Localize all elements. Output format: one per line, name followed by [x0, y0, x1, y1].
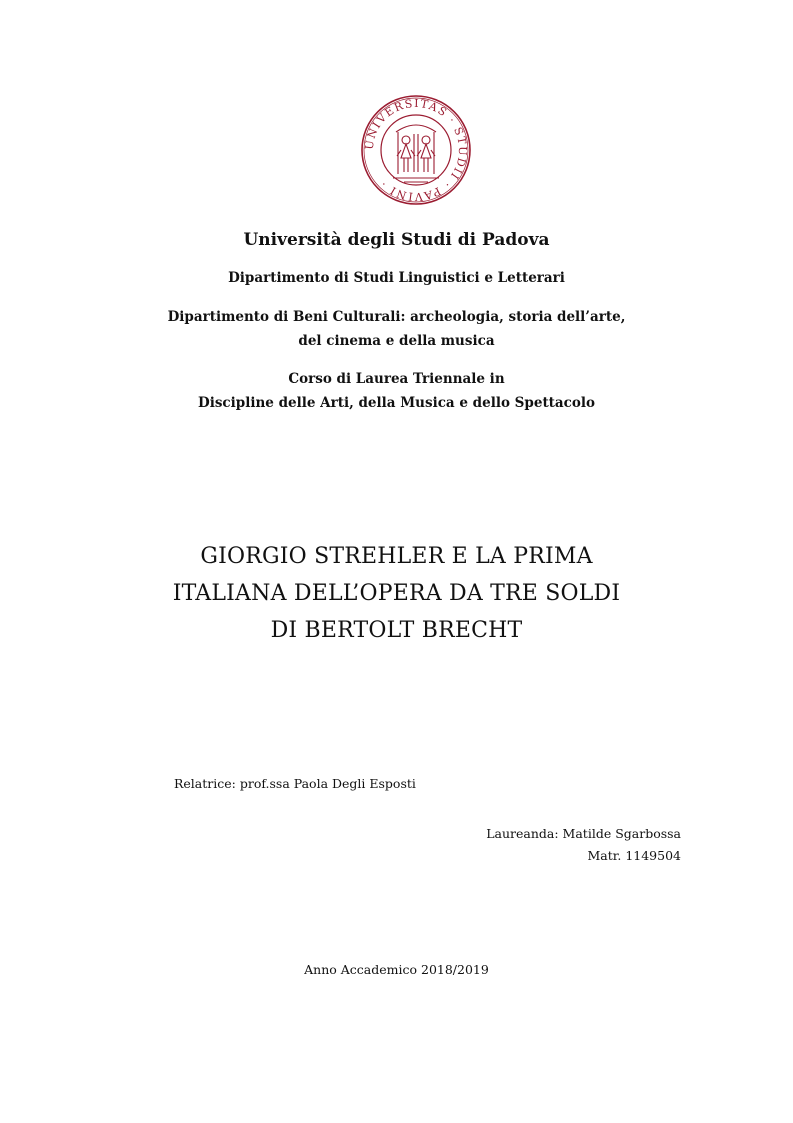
thesis-title-line-2: ITALIANA DELL’OPERA DA TRE SOLDI	[172, 581, 621, 606]
thesis-title	[0, 538, 793, 649]
academic-year: Anno Accademico 2018/2019	[304, 962, 489, 977]
department-2-line-1: Dipartimento di Beni Culturali: archeologia, storia dell’arte,	[167, 309, 626, 325]
university-name: Università degli Studi di Padova	[243, 230, 550, 250]
department-2	[0, 305, 793, 353]
candidate-name: Laureanda: Matilde Sgarbossa	[486, 826, 681, 841]
svg-text:UNIVERSITAS · STUDII · PAVINI: UNIVERSITAS · STUDII · PAVINI ·	[362, 96, 470, 204]
thesis-title-line-1: GIORGIO STREHLER E LA PRIMA	[200, 544, 593, 569]
degree-course-line-2: Discipline delle Arti, della Musica e dello Spettacolo	[197, 395, 596, 411]
university-seal-icon	[360, 94, 472, 206]
candidate-id: Matr. 1149504	[587, 848, 681, 863]
department-2-line-2: del cinema e della musica	[298, 333, 495, 349]
department-1: Dipartimento di Studi Linguistici e Letterari	[228, 270, 565, 286]
candidate-block	[486, 823, 681, 867]
thesis-title-line-3: DI BERTOLT BRECHT	[270, 618, 523, 643]
degree-course-line-1: Corso di Laurea Triennale in	[288, 371, 505, 387]
supervisor: Relatrice: prof.ssa Paola Degli Esposti	[174, 776, 416, 791]
degree-course	[0, 367, 793, 415]
